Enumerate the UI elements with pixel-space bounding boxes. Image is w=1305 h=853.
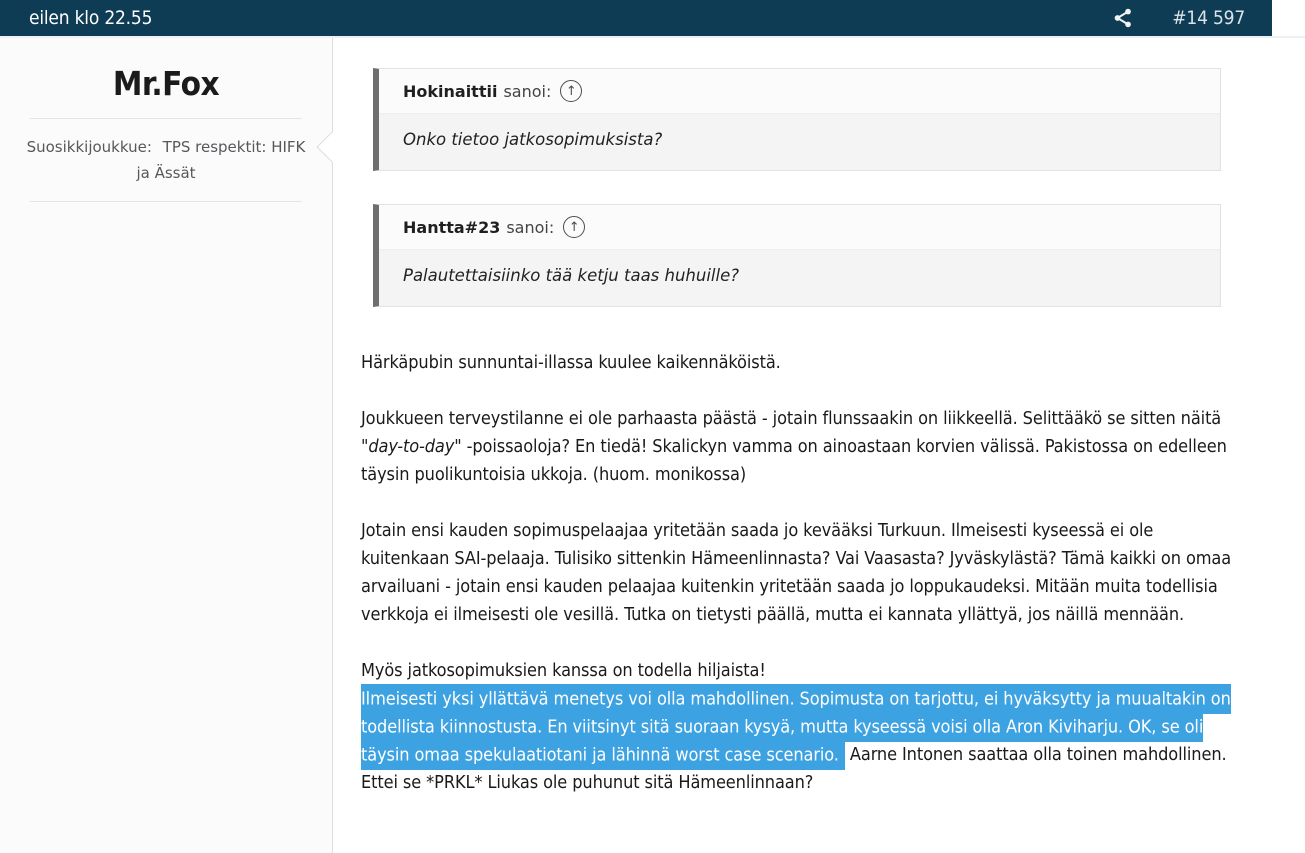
- post-paragraph: [361, 657, 1243, 797]
- post-main-area: [333, 38, 1305, 853]
- post-topbar: [0, 0, 1272, 36]
- paragraph-text: Aarne Intonen saattaa olla toinen mahdollinen. Ettei se *PRKL* Liukas ole puhunut sitä Hämeenlinnaan?: [361, 744, 1227, 793]
- favorite-team-label: Suosikkijoukkue:: [26, 138, 152, 156]
- quote-author: Hokinaittii: [403, 81, 498, 101]
- user-sidebar: [0, 38, 333, 853]
- post-number-link[interactable]: #14 597: [1172, 7, 1245, 29]
- paragraph-text: Myös jatkosopimuksien kanssa on todella hiljaista!: [361, 660, 766, 681]
- topbar-right-group: [1112, 7, 1245, 29]
- paragraph-text: " -poissaoloja? En tiedä! Skalickyn vamma on ainoastaan korvien välissä. Pakistossa on edelleen täysin puolikuntoisia ukkoja. (huom. monikossa): [361, 436, 1227, 485]
- post-timestamp-link[interactable]: eilen klo 22.55: [29, 7, 153, 29]
- quote-said-label: sanoi:: [503, 81, 552, 101]
- arrow-up-circle-icon[interactable]: ↑: [560, 80, 582, 102]
- quote-text: Palautettaisiinko tää ketju taas huhuille?: [403, 266, 740, 285]
- quote-said-label: sanoi:: [506, 217, 555, 237]
- selected-text: Ilmeisesti yksi yllättävä menetys voi olla mahdollinen. Sopimusta on tarjottu, ei hyväksytty ja muualtakin on todellista kiinnostusta. En viitsinyt sitä suoraan kysyä, mutta kyseessä voisi olla Aron Kiviharju. OK, se oli täysin omaa spekulaatiotani ja lähinnä worst case scenario.: [361, 684, 1231, 770]
- sidebar-divider-top: [30, 118, 302, 119]
- favorite-team-block: [0, 134, 332, 186]
- quote-block: [373, 68, 1221, 171]
- share-icon[interactable]: [1112, 7, 1134, 29]
- quote-block: [373, 204, 1221, 307]
- arrow-up-circle-icon[interactable]: ↑: [563, 216, 585, 238]
- post-paragraph: Härkäpubin sunnuntai-illassa kuulee kaikennäköistä.: [361, 352, 781, 373]
- italic-text: day-to-day: [368, 436, 455, 457]
- post-body: [361, 349, 1243, 797]
- quote-text: Onko tietoo jatkosopimuksista?: [403, 130, 663, 149]
- quote-header: [379, 205, 1220, 250]
- paragraph-text: Joukkueen terveystilanne ei ole parhaasta päästä - jotain flunssaakin on liikkeellä. Selittääkö se sitten näitä ": [361, 408, 1222, 457]
- quote-author: Hantta#23: [403, 217, 501, 237]
- post-container: [0, 38, 1305, 853]
- post-paragraph: [361, 405, 1243, 489]
- favorite-team-value: TPS respektit: HIFK ja Ässät: [136, 138, 306, 182]
- username-link[interactable]: Mr.Fox: [112, 64, 220, 103]
- quote-header: [379, 69, 1220, 114]
- sidebar-divider-bottom: [30, 201, 302, 202]
- post-paragraph: Jotain ensi kauden sopimuspelaajaa yritetään saada jo kevääksi Turkuun. Ilmeisesti kyseessä ei ole kuitenkaan SAI-pelaaja. Tulisiko sittenkin Hämeenlinnasta? Vai Vaasasta? Jyväskylästä? Tämä kaikki on omaa arvailuani - jotain ensi kauden pelaajaa kuitenkin yritetään saada jo loppukaudeksi. Mitään muita todellisia verkkoja ei ilmeisesti ole vesillä. Tutka on tietysti päällä, mutta ei kannata yllättyä, jos näillä mennään.: [361, 520, 1232, 625]
